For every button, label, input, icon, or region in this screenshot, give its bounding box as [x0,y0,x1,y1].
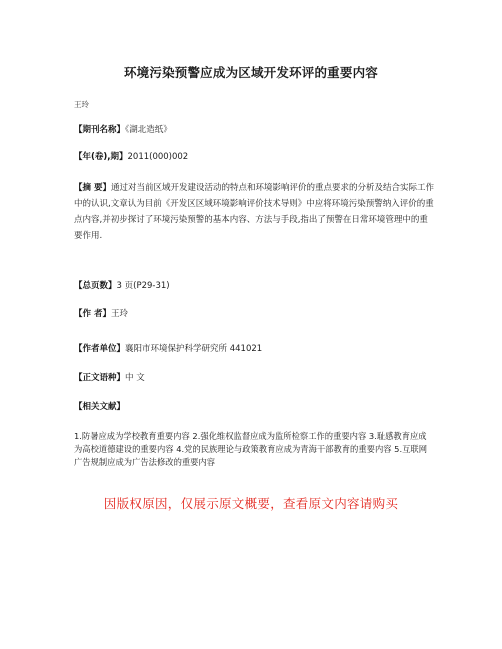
journal-field [74,124,434,137]
author-field [74,308,434,321]
abstract-label: 【摘 要】 [74,183,111,193]
author-label: 【作 者】 [74,309,111,319]
unit-label: 【作者单位】 [74,344,126,354]
language-field [74,372,434,385]
year-value: 2011(000)002 [127,152,189,162]
language-label: 【正文语种】 [74,373,126,383]
pages-field [74,280,434,293]
pages-value: 3 页(P29-31) [116,281,170,291]
unit-value: 襄阳市环境保护科学研究所 441021 [125,344,263,354]
related-list: 1.防暑应成为学校教育重要内容 2.强化维权监督应成为监所检察工作的重要内容 3.耻感教育应成为高校道德建设的重要内容 4.党的民族理论与政策教育应成为青海干部教育的重要内容 5.互联网广告规制应成为广告法修改的重要内容 [74,431,427,467]
copyright-notice[interactable]: 因版权原因，仅展示原文概要，查看原文内容请购买 [103,496,399,511]
unit-field [74,343,434,356]
language-value: 中 文 [125,373,145,383]
year-field [74,151,434,164]
pages-label: 【总页数】 [74,281,117,291]
journal-label: 【期刊名称】 [74,125,126,135]
document-title: 环境污染预警应成为区域开发环评的重要内容 [123,65,378,80]
related-label: 【相关文献】 [74,402,126,412]
journal-value: 《湖北造纸》 [125,125,172,135]
related-field [74,401,434,414]
author-value: 王玲 [110,309,128,319]
abstract-value: 通过对当前区域开发建设活动的特点和环境影响评价的重点要求的分析及结合实际工作中的认识,文章认为目前《开发区区域环境影响评价技术导则》中应将环境污染预警纳入评价的重点内容,并初步探讨了环境污染预警的基本内容、方法与手段,指出了预警在日常环境管理中的重要作用. [74,183,434,241]
year-label: 【年(卷),期】 [74,152,128,162]
abstract-field [74,180,434,244]
author-name: 王玲 [74,100,89,109]
